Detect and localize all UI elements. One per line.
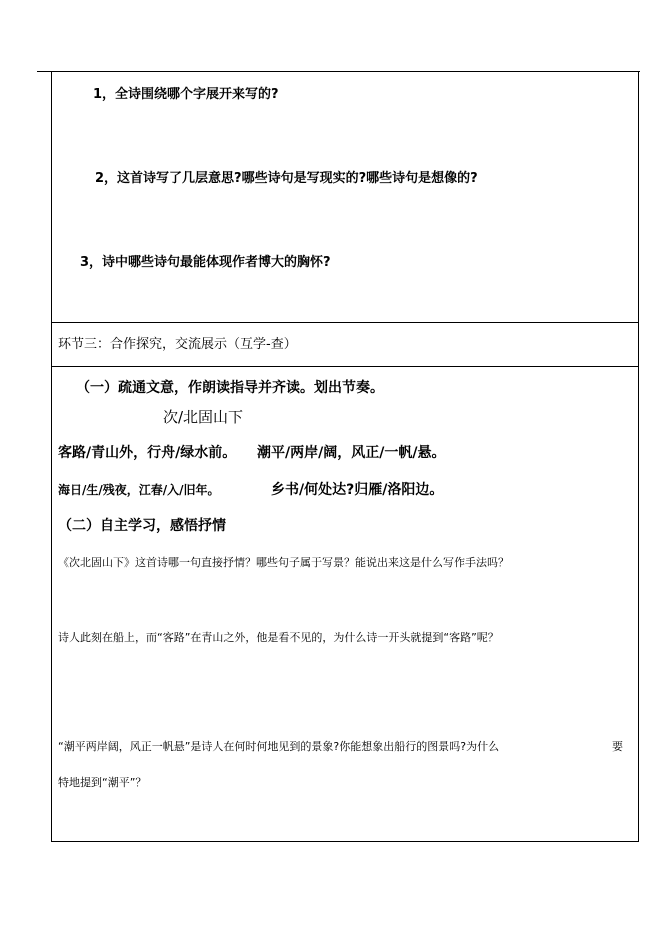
poem-line-2b: 乡书/何处达?归雁/洛阳边。 [271,482,444,498]
row-divider-2 [51,366,639,367]
question-1: 1，全诗围绕哪个字展开来写的? [93,87,279,102]
poem-line-1b: 潮平/两岸/阔，风正/一帆/悬。 [257,445,446,461]
question-3: 3，诗中哪些诗句最能体现作者博大的胸怀? [80,255,331,270]
heading-2: （二）自主学习，感悟抒情 [58,518,226,534]
poem-title: 次/北固山下 [163,408,244,426]
sub-question-2: 诗人此刻在船上，而“客路”在青山之外，他是看不见的，为什么诗一开头就提到“客路”呢？ [58,631,499,644]
poem-line-1a: 客路/青山外，行舟/绿水前。 [58,445,237,461]
poem-line-2a: 海日/生/残夜，江春/入/旧年。 [58,483,220,497]
heading-1: （一）疏通文意，作朗读指导并齐读。划出节奏。 [76,380,384,396]
sub-question-3b: 要 [612,740,623,753]
sub-question-3c: 特地提到“潮平”？ [58,776,147,789]
question-2: 2，这首诗写了几层意思?哪些诗句是写现实的?哪些诗句是想像的? [95,171,478,186]
sub-question-3a: “潮平两岸阔，风正一帆悬”是诗人在何时何地见到的景象?你能想象出船行的图景吗?为什么 [58,740,500,753]
sub-question-1: 《次北固山下》这首诗哪一句直接抒情？哪些句子属于写景？能说出来这是什么写作手法吗？ [58,556,509,569]
row-divider-1 [51,322,639,323]
section-3-title: 环节三：合作探究，交流展示（互学-查） [58,337,297,352]
